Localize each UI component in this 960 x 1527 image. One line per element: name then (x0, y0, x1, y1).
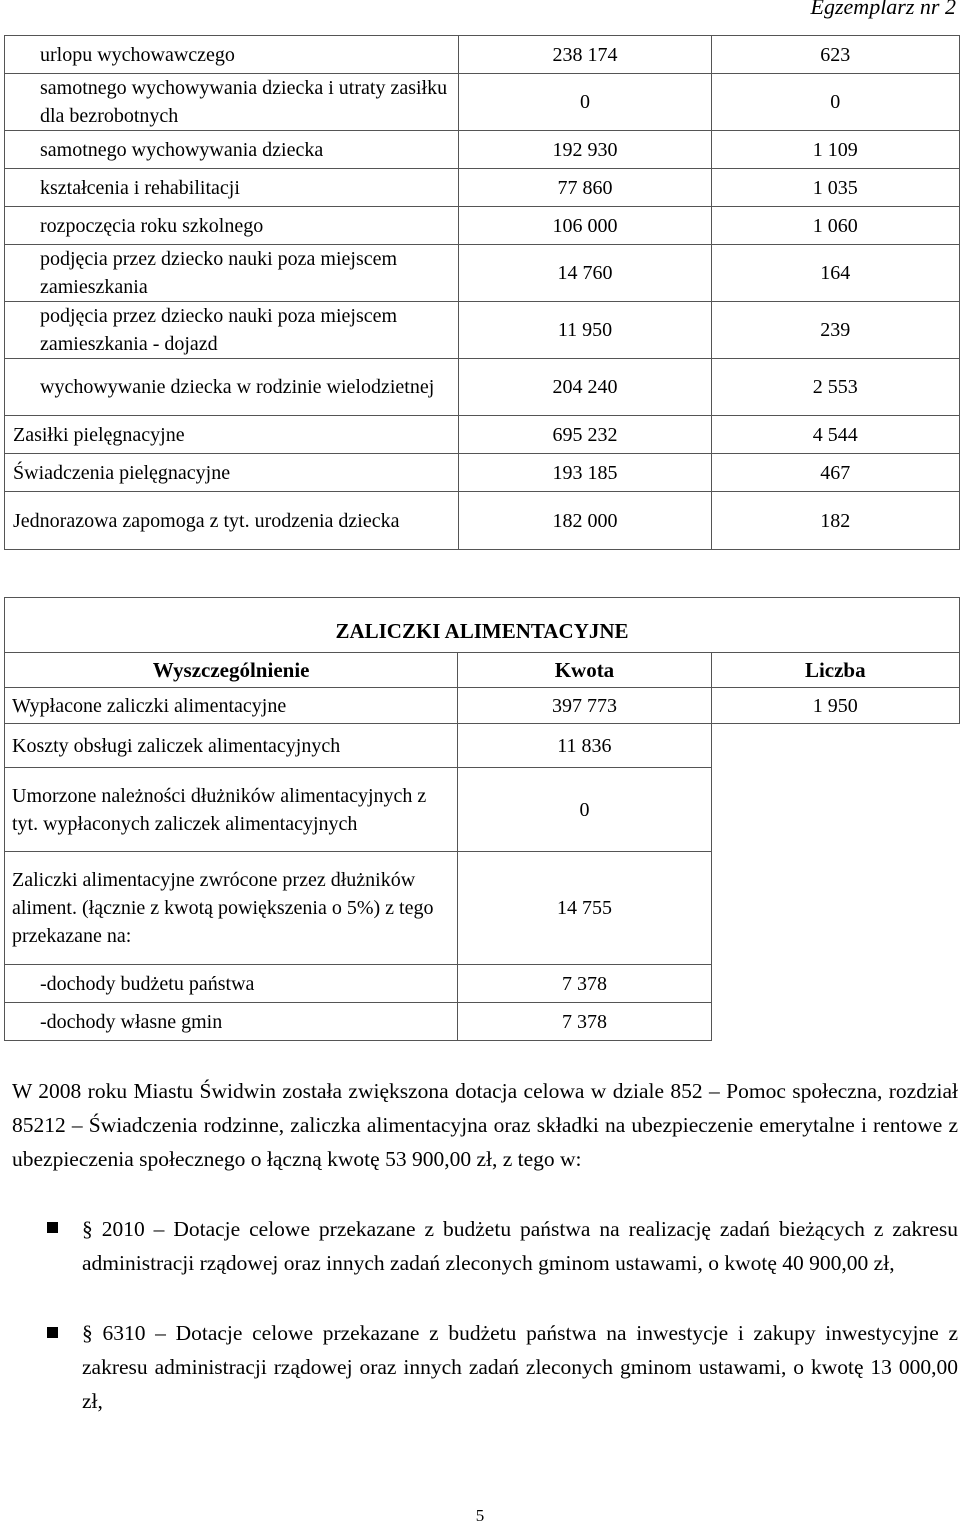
row-amount: 0 (459, 74, 711, 131)
row-label: -dochody własne gmin (5, 1003, 458, 1041)
row-count: 2 553 (711, 359, 959, 416)
subsidy-paragraph: W 2008 roku Miastu Świdwin została zwiększona dotacja celowa w dziale 852 – Pomoc społeczna, rozdział 85212 – Świadczenia rodzinne, zaliczka alimentacyjna oraz składki na ubezpieczenie emerytalne i rentowe z ubezpieczenia społecznego o łączną kwotę 53 900,00 zł, z tego w: (12, 1079, 958, 1172)
row-amount: 0 (458, 768, 711, 852)
row-amount: 7 378 (458, 965, 711, 1003)
page-number: 5 (475, 1506, 485, 1525)
row-count: 1 950 (711, 688, 959, 724)
bullet-square-icon (47, 1222, 58, 1233)
row-amount: 14 760 (459, 245, 711, 302)
row-amount: 238 174 (459, 36, 711, 74)
table-row (5, 169, 960, 207)
row-amount: 77 860 (459, 169, 711, 207)
row-amount: 14 755 (458, 852, 711, 965)
row-label: Wypłacone zaliczki alimentacyjne (5, 688, 458, 724)
header-count: Liczba (711, 653, 959, 688)
table-title: ZALICZKI ALIMENTACYJNE (5, 598, 960, 653)
row-label: -dochody budżetu państwa (5, 965, 458, 1003)
table-row (5, 454, 960, 492)
row-label: Koszty obsługi zaliczek alimentacyjnych (5, 724, 458, 768)
table-row (5, 36, 960, 74)
row-amount: 11 836 (458, 724, 711, 768)
table-row (5, 302, 960, 359)
table-row (5, 416, 960, 454)
table-row (5, 1003, 960, 1041)
row-count: 1 060 (711, 207, 959, 245)
row-label: Umorzone należności dłużników alimentacyjnych z tyt. wypłaconych zaliczek alimentacyjnych (5, 768, 458, 852)
row-amount: 7 378 (458, 1003, 711, 1041)
row-count: 0 (711, 74, 959, 131)
bullet-item: § 6310 – Dotacje celowe przekazane z budżetu państwa na inwestycje i zakupy inwestycyjne z zakresu administracji rządowej oraz innych zadań zleconych gminom ustawami, o kwotę 13 000,00 zł, (82, 1321, 958, 1414)
row-label: samotnego wychowywania dziecka i utraty zasiłku dla bezrobotnych (5, 74, 459, 131)
row-amount: 11 950 (459, 302, 711, 359)
copy-number-header: Egzemplarz nr 2 (810, 0, 956, 19)
row-label: urlopu wychowawczego (5, 36, 459, 74)
bullet-square-icon (47, 1327, 58, 1338)
row-label: Jednorazowa zapomoga z tyt. urodzenia dziecka (5, 492, 459, 550)
table-row (5, 852, 960, 965)
row-amount: 397 773 (458, 688, 711, 724)
row-count: 1 035 (711, 169, 959, 207)
row-amount: 193 185 (459, 454, 711, 492)
table-row (5, 131, 960, 169)
row-amount: 695 232 (459, 416, 711, 454)
table-row (5, 492, 960, 550)
row-count: 182 (711, 492, 959, 550)
row-label: Zaliczki alimentacyjne zwrócone przez dłużników aliment. (łącznie z kwotą powiększenia o 5%) z tego przekazane na: (5, 852, 458, 965)
table-title-row (5, 598, 960, 653)
table-row (5, 245, 960, 302)
row-label: wychowywanie dziecka w rodzinie wielodzietnej (5, 359, 459, 416)
row-label: Świadczenia pielęgnacyjne (5, 454, 459, 492)
table-row (5, 359, 960, 416)
row-label: samotnego wychowywania dziecka (5, 131, 459, 169)
maintenance-advance-table (4, 597, 960, 1041)
table-row (5, 768, 960, 852)
row-label: podjęcia przez dziecko nauki poza miejscem zamieszkania - dojazd (5, 302, 459, 359)
row-amount: 182 000 (459, 492, 711, 550)
row-count: 1 109 (711, 131, 959, 169)
row-amount: 192 930 (459, 131, 711, 169)
table-row (5, 74, 960, 131)
row-amount: 204 240 (459, 359, 711, 416)
table-row (5, 965, 960, 1003)
header-amount: Kwota (458, 653, 711, 688)
row-count: 4 544 (711, 416, 959, 454)
row-count: 623 (711, 36, 959, 74)
row-count: 239 (711, 302, 959, 359)
bullet-item: § 2010 – Dotacje celowe przekazane z budżetu państwa na realizację zadań bieżących z zakresu administracji rządowej oraz innych zadań zleconych gminom ustawami, o kwotę 40 900,00 zł, (82, 1217, 958, 1276)
table-header-row (5, 653, 960, 688)
table-row (5, 688, 960, 724)
row-label: Zasiłki pielęgnacyjne (5, 416, 459, 454)
row-label: kształcenia i rehabilitacji (5, 169, 459, 207)
row-amount: 106 000 (459, 207, 711, 245)
benefits-table (4, 35, 960, 550)
table-row (5, 724, 960, 768)
row-label: rozpoczęcia roku szkolnego (5, 207, 459, 245)
row-count: 164 (711, 245, 959, 302)
header-description: Wyszczególnienie (5, 653, 458, 688)
row-count: 467 (711, 454, 959, 492)
row-label: podjęcia przez dziecko nauki poza miejscem zamieszkania (5, 245, 459, 302)
table-row (5, 207, 960, 245)
